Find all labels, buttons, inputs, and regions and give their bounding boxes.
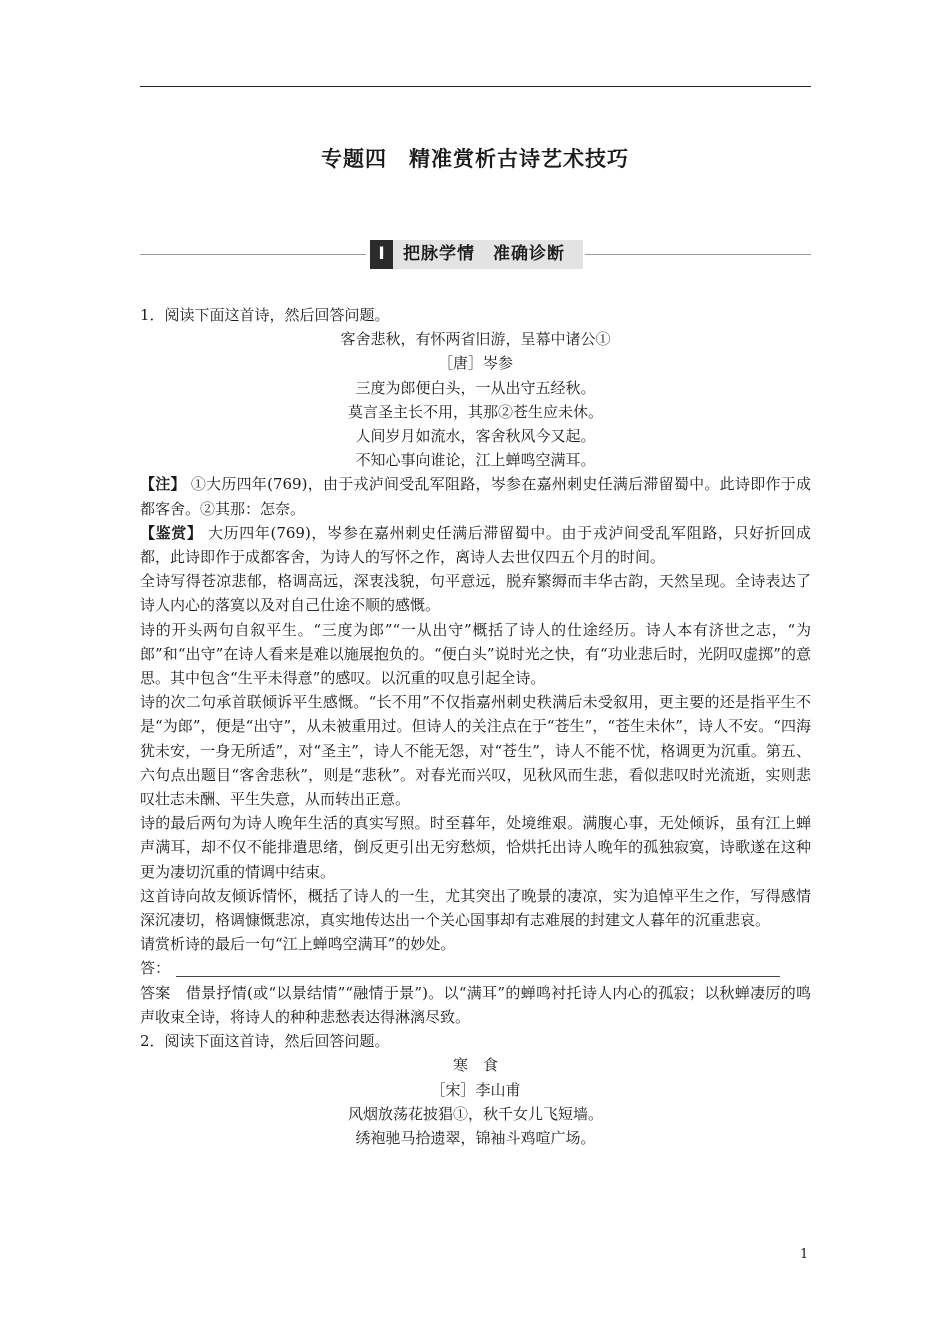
question-1-stem: 1．阅读下面这首诗，然后回答问题。 xyxy=(140,306,390,324)
question-1-answer xyxy=(140,981,811,1029)
poem-2-line: 风烟放荡花披猖①，秋千女儿飞短墙。 xyxy=(347,1104,603,1123)
poem-2-author: ［宋］李山甫 xyxy=(430,1080,521,1099)
analysis-paragraph: 诗的最后两句为诗人晚年生活的真实写照。时至暮年，处境维艰。满腹心事，无处倾诉，虽有江上蝉声满耳，却不仅不能排遣思绪，倒反更引出无穷愁烦，恰烘托出诗人晚年的孤独寂寞，诗歌遂在这种更为凄切沉重的情调中结束。 xyxy=(140,814,811,881)
section-rule-left xyxy=(140,254,366,255)
poem-1-line: 不知心事向谁论，江上蝉鸣空满耳。 xyxy=(355,451,596,470)
answer-prompt: 答： xyxy=(140,959,171,978)
analysis-paragraph: 全诗写得苍凉悲郁，格调高远，深衷浅貌，句平意远，脱弃繁缛而丰华古韵，天然呈现。全诗表达了诗人内心的落寞以及对自己仕途不顺的感慨。 xyxy=(140,572,811,615)
answer-label: 答案 xyxy=(140,983,171,1002)
poem-1-line: 莫言圣主长不用，其那②苍生应未休。 xyxy=(347,402,603,421)
question-2-stem: 2．阅读下面这首诗，然后回答问题。 xyxy=(140,1032,390,1051)
question-1-prompt: 请赏析诗的最后一句“江上蝉鸣空满耳”的妙处。 xyxy=(140,935,456,954)
note-text: ①大历四年(769)，由于戎泸间受乱军阻路，岑参在嘉州刺史任满后滞留蜀中。此诗即作于成都客舍。②其那：怎奈。 xyxy=(140,475,811,518)
section-rule-right xyxy=(585,254,811,255)
answer-text: 借景抒情(或“以景结情”“融情于景”)。以“满耳”的蝉鸣衬托诗人内心的孤寂；以秋蝉凄厉的鸣声收束全诗，将诗人的种种悲愁表达得淋漓尽致。 xyxy=(140,983,811,1026)
page-number: 1 xyxy=(800,1247,809,1262)
section-title: 把脉学情 准确诊断 xyxy=(393,240,583,269)
poem-2-title: 寒 食 xyxy=(452,1056,498,1075)
section-number-badge: I xyxy=(370,240,393,269)
poem-2-line: 绣袍驰马拾遗翠，锦袖斗鸡喧广场。 xyxy=(355,1128,596,1147)
poem-1-line: 人间岁月如流水，客舍秋风今又起。 xyxy=(355,427,596,446)
poem-1-line: 三度为郎便白头，一从出守五经秋。 xyxy=(355,378,596,397)
analysis-paragraph: 诗的开头两句自叙平生。“三度为郎”“一从出守”概括了诗人的仕途经历。诗人本有济世之志，“为郎”和“出守”在诗人看来是难以施展抱负的。“便白头”说时光之快，有“功业悲后时，光阴叹虚掷”的意思。其中包含“生平未得意”的感叹。以沉重的叹息引起全诗。 xyxy=(140,620,811,688)
header-rule xyxy=(140,86,811,87)
poem-1-appreciation xyxy=(140,521,811,569)
document-title: 专题四 精准赏析古诗艺术技巧 xyxy=(321,147,629,171)
section-header xyxy=(140,240,811,270)
poem-1-note xyxy=(140,472,811,520)
answer-blank-row xyxy=(140,956,811,980)
poem-1-title: 客舍悲秋，有怀两省旧游，呈幕中诸公① xyxy=(340,330,611,349)
note-label: 【注】 xyxy=(140,475,186,494)
appreciation-text: 大历四年(769)，岑参在嘉州刺史任满后滞留蜀中。由于戎泸间受乱军阻路，只好折回成都，此诗即作于成都客舍，为诗人的写怀之作，离诗人去世仅四五个月的时间。 xyxy=(140,523,811,567)
analysis-paragraph: 这首诗向故友倾诉情怀，概括了诗人的一生，尤其突出了晚景的凄凉，实为追悼平生之作，写得感情深沉凄切，格调慷慨悲凉，真实地传达出一个关心国事却有志难展的封建文人暮年的沉重悲哀。 xyxy=(140,886,811,930)
document-body xyxy=(140,303,811,1150)
poem-1-author: ［唐］岑参 xyxy=(437,354,513,373)
answer-blank-line[interactable] xyxy=(176,960,780,977)
appreciation-label: 【鉴赏】 xyxy=(140,523,203,542)
analysis-paragraph: 诗的次二句承首联倾诉平生感慨。“长不用”不仅指嘉州刺史秩满后未受叙用，更主要的还是指平生不是“为郎”，便是“出守”，从未被重用过。但诗人的关注点在于“苍生”，“苍生未休”，诗人不安。“四海犹未安，一身无所适”，对“圣主”，诗人不能无怨，对“苍生”，诗人不能不忧，格调更为沉重。第五、六句点出题目“客舍悲秋”，则是“悲秋”。对春光而兴叹，见秋风而生悲，看似悲叹时光流逝，实则悲叹壮志未酬、平生失意，从而转出正意。 xyxy=(140,693,811,809)
